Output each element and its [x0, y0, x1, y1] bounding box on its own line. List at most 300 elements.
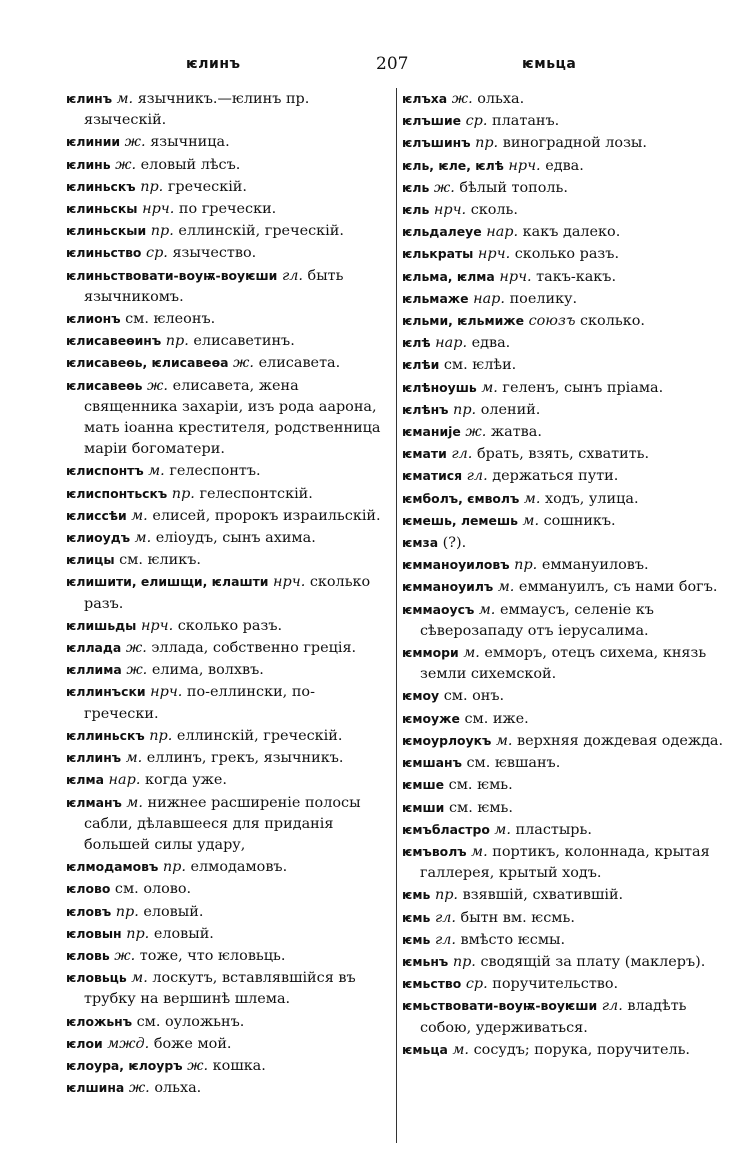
dictionary-entry	[402, 642, 725, 685]
dictionary-entry	[402, 774, 725, 796]
entry-grammar-label: пр.	[126, 925, 150, 942]
entry-definition: см. иже.	[464, 710, 529, 727]
entry-headword: ѥмьца	[402, 1041, 448, 1057]
entry-grammar-label: нар.	[486, 224, 519, 241]
entry-headword: ѥлиньствовати-воуѭ-воуѥши	[66, 267, 278, 283]
entry-headword: ѥлиссѣи	[66, 507, 127, 523]
entry-headword: ѥлинь	[66, 156, 111, 172]
entry-headword: ѥмболъ, ємволъ	[402, 490, 520, 506]
entry-definition: язычникъ.—ѥлинъ пр. языческій.	[84, 91, 310, 129]
entry-headword: ѥль	[402, 179, 430, 195]
entry-grammar-label: ж.	[433, 179, 455, 196]
entry-definition: виноградной лозы.	[502, 135, 647, 152]
dictionary-entry	[402, 221, 725, 243]
entry-grammar-label: пр.	[452, 953, 476, 970]
entry-definition: бытн вм. ѥсмь.	[460, 909, 575, 926]
entry-definition: какъ далеко.	[522, 224, 621, 241]
entry-headword: ѥловъ	[66, 903, 112, 919]
entry-grammar-label: нрч.	[140, 617, 174, 634]
dictionary-entry	[402, 177, 725, 199]
entry-grammar-label: м.	[463, 645, 480, 662]
entry-definition: елима, волхвъ.	[151, 662, 264, 679]
entry-headword: ѥль	[402, 202, 430, 218]
entry-definition: сводящій за плату (маклеръ).	[480, 953, 706, 970]
entry-grammar-label: м.	[495, 732, 513, 749]
entry-grammar-label: ж.	[147, 377, 168, 394]
entry-definition: пластырь.	[515, 821, 592, 838]
header-right-guide-word: ѥмьца	[522, 56, 577, 72]
dictionary-entry	[402, 465, 725, 487]
entry-grammar-label: ж.	[233, 355, 254, 372]
entry-definition: олений.	[480, 401, 541, 418]
entry-grammar-label: м.	[125, 750, 143, 767]
entry-headword: ѥлисавеѳь, ѥлисавеѳа	[66, 355, 229, 371]
entry-definition: гелеспонтъ.	[169, 463, 261, 480]
entry-headword: ѥматися	[402, 468, 463, 484]
entry-definition: ольха.	[477, 91, 525, 107]
entry-grammar-label: м.	[131, 507, 148, 524]
dictionary-entry	[66, 725, 388, 747]
entry-definition: сколько разъ.	[177, 617, 283, 634]
dictionary-entry	[66, 352, 388, 374]
entry-definition: еммаусъ, селеніе къ сѣверозападу отъ іерусалима.	[420, 601, 654, 639]
dictionary-entry	[402, 884, 725, 906]
entry-grammar-label: м.	[522, 512, 540, 529]
dictionary-entry	[66, 747, 388, 769]
entry-definition: елисавета, жена священника захаріи, изъ рода аарона, мать іоанна крестителя, родственница маріи богоматери.	[84, 377, 381, 458]
entry-definition: тоже, что ѥловьць.	[139, 947, 286, 964]
entry-grammar-label: пр.	[115, 903, 139, 920]
dictionary-entry	[402, 266, 725, 288]
dictionary-entry	[66, 967, 388, 1010]
entry-definition: см. ѥлеонъ.	[125, 311, 216, 328]
entry-definition: см. онъ.	[443, 688, 505, 705]
left-column	[66, 88, 388, 1099]
entry-headword: ѥмъволъ	[402, 843, 467, 859]
entry-definition: ходъ, улица.	[544, 490, 639, 507]
entry-definition: еммануилъ, съ нами богъ.	[518, 579, 718, 596]
dictionary-entry	[66, 505, 388, 527]
entry-definition: еліоудъ, сынъ ахима.	[155, 530, 316, 547]
entry-grammar-label: м.	[134, 530, 152, 547]
entry-grammar-label: нрч.	[508, 157, 541, 174]
entry-definition: брать, взять, схватить.	[476, 446, 650, 463]
entry-grammar-label: ср.	[465, 976, 488, 993]
dictionary-entry	[402, 841, 725, 884]
entry-headword: ѥмь	[402, 887, 431, 903]
dictionary-entry	[402, 199, 725, 221]
entry-definition: см. ѥлѣи.	[443, 357, 517, 374]
dictionary-entry	[402, 110, 725, 132]
entry-grammar-label: нрч.	[499, 268, 532, 285]
entry-definition: см. олово.	[114, 881, 192, 898]
entry-definition: лоскутъ, вставлявшійся въ трубку на вершинѣ шлема.	[84, 970, 356, 1008]
entry-headword: ѥлшина	[66, 1080, 125, 1096]
entry-headword: ѥлманъ	[66, 794, 122, 810]
entry-grammar-label: ж.	[125, 640, 147, 657]
dictionary-entry	[66, 375, 388, 461]
entry-headword: ѥмманоуиловъ	[402, 557, 510, 573]
dictionary-entry	[66, 176, 388, 198]
dictionary-entry	[402, 907, 725, 929]
entry-definition: см. ѥмь.	[448, 777, 513, 794]
entry-headword: ѥлиспонтъ	[66, 463, 144, 479]
entry-headword: ѥлиньскы	[66, 201, 138, 217]
entry-definition: язычница.	[150, 134, 230, 151]
entry-definition: едва.	[471, 335, 511, 352]
entry-definition: см. ѥмь.	[448, 799, 513, 816]
dictionary-entry	[66, 1033, 388, 1055]
dictionary-entry	[66, 637, 388, 659]
dictionary-entry	[402, 1039, 725, 1061]
entry-grammar-label: ж.	[451, 91, 473, 107]
entry-grammar-label: союзъ	[528, 313, 576, 330]
entry-headword: ѥлисавеѳь	[66, 377, 143, 393]
dictionary-entry	[402, 310, 725, 332]
entry-headword: ѥлои	[66, 1035, 103, 1051]
dictionary-entry	[66, 460, 388, 482]
dictionary-entry	[66, 1077, 388, 1099]
entry-headword: ѥложьнъ	[66, 1013, 133, 1029]
entry-headword: ѥмьствовати-воуѭ-воуѥши	[402, 998, 598, 1014]
column-divider	[396, 88, 397, 1143]
dictionary-entry	[66, 792, 388, 857]
entry-definition: еллинскій, греческій.	[178, 223, 344, 240]
entry-headword: ѥмоу	[402, 688, 440, 704]
dictionary-entry	[66, 330, 388, 352]
entry-definition: кошка.	[212, 1057, 266, 1074]
entry-grammar-label: гл.	[601, 998, 623, 1015]
entry-grammar-label: ж.	[126, 662, 148, 679]
entry-headword: ѥловын	[66, 925, 122, 941]
dictionary-entry	[66, 1055, 388, 1077]
dictionary-entry	[66, 769, 388, 791]
entry-headword: ѥлѣнъ	[402, 401, 449, 417]
entry-grammar-label: ж.	[124, 134, 146, 151]
dictionary-entry	[402, 797, 725, 819]
dictionary-entry	[402, 730, 725, 752]
entry-definition: греческій.	[167, 178, 247, 195]
entry-definition: сошникъ.	[543, 512, 616, 529]
entry-grammar-label: нар.	[435, 335, 468, 352]
entry-definition: сосудъ; порука, поручитель.	[473, 1041, 691, 1058]
entry-grammar-label: мжд.	[107, 1035, 150, 1052]
right-column	[402, 88, 725, 1061]
entry-grammar-label: м.	[131, 970, 148, 987]
dictionary-entry	[402, 532, 725, 554]
entry-grammar-label: ж.	[465, 424, 487, 441]
dictionary-entry	[66, 527, 388, 549]
entry-headword: ѥмза	[402, 535, 439, 551]
dictionary-entry	[66, 308, 388, 330]
dictionary-entry	[66, 901, 388, 923]
entry-headword: ѥмьство	[402, 976, 462, 992]
entry-definition: ольха.	[154, 1080, 202, 1097]
entry-headword: ѥллима	[66, 662, 122, 678]
dictionary-entry	[402, 576, 725, 598]
entry-definition: боже мой.	[153, 1035, 232, 1052]
dictionary-entry	[66, 220, 388, 242]
entry-headword: ѥмшанъ	[402, 755, 462, 771]
entry-grammar-label: м.	[494, 821, 511, 838]
entry-grammar-label: нар.	[108, 772, 141, 789]
entry-definition: эллада, собственно греція.	[151, 640, 357, 657]
page-number: 207	[376, 54, 409, 74]
entry-headword: ѥльмаже	[402, 290, 469, 306]
entry-headword: ѥллиньскъ	[66, 727, 145, 743]
entry-definition: сколько разъ.	[514, 246, 620, 263]
dictionary-entry	[402, 288, 725, 310]
entry-definition: емморъ, отецъ сихема, князь земли сихемской.	[420, 645, 707, 683]
dictionary-entry	[66, 483, 388, 505]
entry-definition: нижнее расширеніе полосы сабли, дѣлавшееся для приданія большей силы удару,	[84, 794, 361, 853]
entry-grammar-label: ж.	[115, 156, 137, 173]
entry-headword: ѥловь	[66, 947, 110, 963]
entry-headword: ѥлъха	[402, 91, 448, 106]
entry-definition: елисаветинъ.	[193, 333, 295, 350]
dictionary-entry	[402, 708, 725, 730]
entry-grammar-label: м.	[126, 794, 143, 811]
entry-definition: еллинъ, грекъ, язычникъ.	[146, 750, 344, 767]
entry-grammar-label: нрч.	[142, 201, 175, 218]
dictionary-entry	[402, 443, 725, 465]
entry-definition: еловый.	[153, 925, 214, 942]
entry-grammar-label: гл.	[466, 468, 488, 485]
entry-grammar-label: пр.	[475, 135, 499, 152]
entry-grammar-label: м.	[116, 91, 134, 107]
dictionary-entry	[66, 856, 388, 878]
entry-definition: еловый лѣсъ.	[140, 156, 241, 173]
entry-definition: елмодамовъ.	[190, 859, 288, 876]
dictionary-entry	[66, 945, 388, 967]
entry-headword: ѥлькраты	[402, 246, 474, 262]
entry-definition: портикъ, колоннада, крытая галлерея, крытый ходъ.	[420, 843, 710, 882]
entry-definition: геленъ, сынъ пріама.	[502, 379, 664, 396]
entry-headword: ѥмь	[402, 909, 431, 925]
entry-grammar-label: гл.	[434, 909, 456, 926]
entry-headword: ѥлъшие	[402, 113, 462, 129]
entry-grammar-label: пр.	[162, 859, 186, 876]
dictionary-entry	[402, 599, 725, 642]
entry-definition: еллинскій, греческій.	[176, 727, 343, 744]
entry-headword: ѥлиспонтьскъ	[66, 485, 168, 501]
entry-headword: ѥмоурлоукъ	[402, 732, 492, 748]
dictionary-entry	[66, 681, 388, 724]
dictionary-entry	[402, 995, 725, 1038]
entry-grammar-label: пр.	[140, 178, 164, 195]
entry-grammar-label: ж.	[128, 1080, 150, 1097]
dictionary-entry	[402, 155, 725, 177]
entry-headword: ѥлмодамовъ	[66, 859, 159, 875]
dictionary-entry	[66, 878, 388, 900]
entry-headword: ѥмати	[402, 446, 447, 462]
entry-headword: ѥллада	[66, 640, 122, 656]
entry-grammar-label: м.	[523, 490, 541, 507]
entry-grammar-label: м.	[452, 1041, 470, 1058]
dictionary-entry	[402, 332, 725, 354]
dictionary-entry	[402, 819, 725, 841]
entry-headword: ѥлинъ	[66, 91, 113, 106]
entry-definition: язычество.	[172, 245, 257, 262]
entry-grammar-label: пр.	[434, 887, 459, 904]
entry-headword: ѥльдалеуе	[402, 224, 482, 240]
entry-headword: ѥльма, ѥлма	[402, 268, 495, 284]
entry-headword: ѥмьнъ	[402, 953, 449, 969]
entry-grammar-label: нрч.	[150, 684, 183, 701]
entry-grammar-label: ср.	[465, 113, 488, 130]
entry-headword: ѥльми, ѥльмиже	[402, 313, 524, 329]
entry-grammar-label: пр.	[453, 401, 477, 418]
entry-grammar-label: пр.	[165, 333, 189, 350]
entry-headword: ѥмоуже	[402, 710, 460, 726]
dictionary-entry	[402, 132, 725, 154]
entry-headword: ѥль, ѥле, ѥлѣ	[402, 157, 504, 173]
entry-definition: елисей, пророкъ израильскій.	[152, 507, 381, 524]
entry-definition: сколько разъ.	[84, 574, 371, 612]
entry-headword: ѥмманоуилъ	[402, 579, 494, 595]
entry-grammar-label: м.	[497, 579, 515, 596]
dictionary-entry	[402, 554, 725, 576]
entry-grammar-label: нар.	[473, 290, 505, 307]
entry-headword: ѥмше	[402, 777, 445, 793]
entry-headword: ѥлѣноушь	[402, 379, 477, 395]
header-left-guide-word: ѥлинъ	[186, 56, 241, 72]
dictionary-entry	[402, 685, 725, 707]
entry-headword: ѥммори	[402, 645, 459, 661]
dictionary-entry	[402, 973, 725, 995]
entry-definition: сколько.	[580, 313, 645, 330]
entry-definition: когда уже.	[144, 772, 227, 789]
entry-grammar-label: гл.	[281, 267, 303, 284]
dictionary-entry	[66, 88, 388, 131]
entry-grammar-label: нрч.	[273, 574, 306, 591]
entry-grammar-label: пр.	[150, 223, 174, 240]
entry-headword: ѥлицы	[66, 552, 115, 568]
entry-headword: ѥлиоудъ	[66, 530, 131, 546]
entry-headword: ѥлишьды	[66, 617, 137, 633]
entry-definition: елисавета.	[258, 355, 341, 372]
entry-definition: по гречески.	[178, 201, 277, 218]
entry-headword: ѥлма	[66, 772, 104, 788]
entry-definition: по-еллински, по-гречески.	[84, 684, 315, 722]
entry-grammar-label: нрч.	[477, 246, 511, 263]
dictionary-entry	[402, 421, 725, 443]
entry-grammar-label: гл.	[451, 446, 473, 463]
entry-headword: ѥлѣ	[402, 335, 431, 351]
entry-definition: платанъ.	[492, 113, 560, 130]
dictionary-entry	[66, 265, 388, 308]
dictionary-entry	[402, 752, 725, 774]
entry-definition: поручительство.	[492, 976, 619, 993]
dictionary-entry	[66, 615, 388, 637]
entry-grammar-label: пр.	[171, 485, 195, 502]
entry-grammar-label: ср.	[146, 245, 168, 262]
entry-grammar-label: м.	[478, 601, 496, 618]
dictionary-entry	[402, 88, 725, 110]
entry-definition: едва.	[545, 157, 584, 174]
dictionary-entry	[66, 549, 388, 571]
entry-definition: держаться пути.	[492, 468, 619, 485]
dictionary-entry	[402, 377, 725, 399]
entry-definition: еммануиловъ.	[541, 557, 649, 574]
entry-grammar-label: нрч.	[433, 202, 467, 219]
page-header	[0, 54, 753, 80]
entry-headword: ѥлионъ	[66, 311, 121, 327]
entry-headword: ѥммаоусъ	[402, 601, 475, 617]
entry-definition: вмѣсто ѥсмы.	[460, 931, 566, 948]
entry-grammar-label: гл.	[434, 931, 456, 948]
dictionary-entry	[402, 488, 725, 510]
dictionary-entry	[402, 951, 725, 973]
entry-headword: ѥллинъ	[66, 750, 122, 766]
entry-definition: см. оуложьнъ.	[136, 1013, 245, 1030]
entry-headword: ѥманије	[402, 424, 461, 440]
entry-headword: ѥлиньство	[66, 245, 142, 261]
dictionary-entry	[402, 929, 725, 951]
entry-headword: ѥлинии	[66, 134, 121, 150]
dictionary-entry	[66, 659, 388, 681]
dictionary-entry	[66, 571, 388, 614]
entry-definition: жатва.	[490, 424, 542, 441]
entry-definition: быть язычникомъ.	[84, 267, 344, 305]
entry-headword: ѥлово	[66, 881, 111, 897]
entry-definition: бѣлый тополь.	[459, 179, 568, 196]
entry-grammar-label: м.	[471, 843, 488, 860]
entry-headword: ѥлъшинъ	[402, 135, 471, 151]
dictionary-entry	[402, 399, 725, 421]
dictionary-entry	[66, 154, 388, 176]
dictionary-entry	[66, 242, 388, 264]
entry-grammar-label: м.	[148, 463, 165, 480]
dictionary-entry	[66, 131, 388, 153]
entry-headword: ѥмь	[402, 931, 431, 947]
entry-grammar-label: ж.	[114, 947, 136, 964]
entry-headword: ѥлишити, елишщи, ѥлашти	[66, 574, 269, 590]
entry-headword: ѥмъбластро	[402, 821, 490, 837]
dictionary-entry	[66, 198, 388, 220]
entry-headword: ѥлоура, ѥлоуръ	[66, 1057, 183, 1073]
entry-headword: ѥлисавеѳинъ	[66, 333, 162, 349]
dictionary-entry	[402, 510, 725, 532]
entry-grammar-label: пр.	[514, 557, 538, 574]
dictionary-entry	[402, 243, 725, 265]
entry-headword: ѥлиньскыи	[66, 223, 147, 239]
dictionary-entry	[402, 354, 725, 376]
dictionary-entry	[66, 1011, 388, 1033]
dictionary-entry	[66, 923, 388, 945]
entry-headword: ѥмешь, лемешь	[402, 512, 518, 528]
entry-definition: взявшій, схватившій.	[462, 887, 624, 904]
entry-definition: еловый.	[143, 903, 204, 920]
entry-definition: (?).	[442, 535, 467, 552]
entry-grammar-label: м.	[481, 379, 498, 396]
entry-headword: ѥмши	[402, 799, 445, 815]
entry-definition: владѣть собою, удерживаться.	[420, 998, 687, 1036]
entry-grammar-label: ж.	[187, 1057, 209, 1074]
entry-headword: ѥллинъски	[66, 684, 146, 700]
entry-headword: ѥловьць	[66, 970, 127, 986]
entry-headword: ѥлѣи	[402, 357, 440, 373]
entry-definition: верхняя дождевая одежда.	[517, 732, 724, 749]
entry-definition: см. ѥликъ.	[119, 552, 201, 569]
entry-headword: ѥлиньскъ	[66, 178, 136, 194]
entry-definition: гелеспонтскій.	[199, 485, 313, 502]
entry-definition: см. ѥвшанъ.	[466, 755, 561, 772]
entry-definition: поелику.	[509, 290, 578, 307]
entry-grammar-label: пр.	[149, 727, 173, 744]
entry-definition: сколь.	[470, 202, 518, 219]
entry-definition: такъ-какъ.	[536, 268, 617, 285]
